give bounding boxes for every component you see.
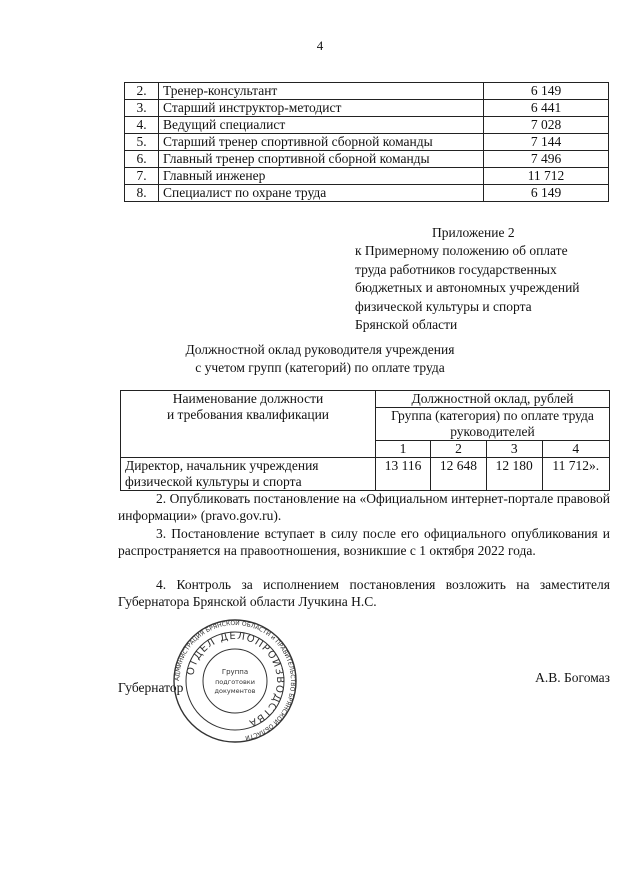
page-number: 4 (316, 38, 324, 53)
salary-value: 11 712 (484, 168, 609, 185)
stamp-outer-text: АДМИНИСТРАЦИЯ БРЯНСКОЙ ОБЛАСТИ и ПРАВИТЕЛЬСТВО БРЯНСКОЙ ОБЛАСТИ (173, 619, 297, 742)
table-row (125, 100, 609, 117)
paragraph-text: 3. Постановление вступает в силу после его официального опубликования и распространяется на правоотношения, возникшие с 1 октября 2022 года. (118, 526, 610, 558)
header-text: Группа (категория) по оплате труда (391, 408, 594, 423)
table-row (121, 458, 610, 491)
position-title: Старший инструктор-методист (159, 100, 484, 117)
stamp-center-line: Группа (221, 668, 249, 676)
row-number: 6. (125, 151, 159, 168)
salary-value: 12 180 (486, 458, 542, 491)
table-row (125, 185, 609, 202)
position-title: Специалист по охране труда (159, 185, 484, 202)
table-row (125, 168, 609, 185)
row-number: 3. (125, 100, 159, 117)
paragraph-text: 2. Опубликовать постановление на «Официальном интернет-портале правовой информации» (pravo.gov.ru). (118, 491, 610, 523)
row-number: 7. (125, 168, 159, 185)
cell-text: физической культуры и спорта (125, 474, 302, 489)
name-column-header (121, 391, 376, 458)
group-header (376, 408, 610, 441)
row-number: 8. (125, 185, 159, 202)
paragraph-4 (118, 576, 610, 610)
salary-value: 12 648 (431, 458, 487, 491)
table-row (125, 117, 609, 134)
salary-value: 6 149 (484, 83, 609, 100)
paragraph-3 (118, 525, 610, 559)
heading-line: Должностной оклад руководителя учреждения (185, 342, 455, 357)
salary-value: 6 441 (484, 100, 609, 117)
row-number: 4. (125, 117, 159, 134)
salary-header: Должностной оклад, рублей (376, 391, 610, 408)
appendix-header (355, 224, 580, 334)
salary-value: 7 028 (484, 117, 609, 134)
header-text: Наименование должности (172, 391, 324, 406)
appendix-line: физической культуры и спорта (355, 298, 532, 314)
salary-value: 11 712». (542, 458, 609, 491)
group-number: 4 (542, 441, 609, 458)
position-title: Ведущий специалист (159, 117, 484, 134)
header-text: руководителей (450, 424, 535, 439)
appendix-line: Брянской области (355, 317, 458, 333)
table-row (125, 151, 609, 168)
table-row (125, 134, 609, 151)
cell-text: Директор, начальник учреждения (125, 458, 319, 473)
position-title: Старший тренер спортивной сборной команды (159, 134, 484, 151)
heading-line: с учетом групп (категорий) по оплате труда (195, 360, 445, 375)
group-number: 2 (431, 441, 487, 458)
director-salary-table (120, 390, 610, 491)
signature-name: А.В. Богомаз (535, 670, 610, 685)
director-title (121, 458, 376, 491)
section-heading (0, 341, 640, 377)
group-number: 3 (486, 441, 542, 458)
appendix-line: бюджетных и автономных учреждений (355, 280, 580, 296)
stamp-center-line: подготовки (215, 678, 255, 686)
salary-value: 6 149 (484, 185, 609, 202)
signature-title: Губернатор (118, 680, 184, 695)
appendix-title: Приложение 2 (432, 225, 515, 240)
stamp-ring-text: ОТДЕЛ ДЕЛОПРОИЗВОДСТВА (185, 630, 286, 729)
position-title: Тренер-консультант (159, 83, 484, 100)
salary-value: 7 144 (484, 134, 609, 151)
paragraph-2 (118, 490, 610, 524)
salary-value: 7 496 (484, 151, 609, 168)
positions-table (124, 82, 609, 202)
header-text: и требования квалификации (166, 407, 330, 422)
group-number: 1 (376, 441, 431, 458)
row-number: 5. (125, 134, 159, 151)
position-title: Главный тренер спортивной сборной команды (159, 151, 484, 168)
appendix-line: к Примерному положению об оплате (355, 243, 568, 259)
appendix-line: труда работников государственных (355, 261, 557, 277)
table-row (125, 83, 609, 100)
stamp-center-line: документов (214, 687, 256, 695)
paragraph-text: 4. Контроль за исполнением постановления возложить на заместителя Губернатора Брянской области Лучкина Н.С. (118, 577, 610, 609)
position-title: Главный инженер (159, 168, 484, 185)
row-number: 2. (125, 83, 159, 100)
salary-value: 13 116 (376, 458, 431, 491)
office-stamp-icon (172, 618, 298, 744)
